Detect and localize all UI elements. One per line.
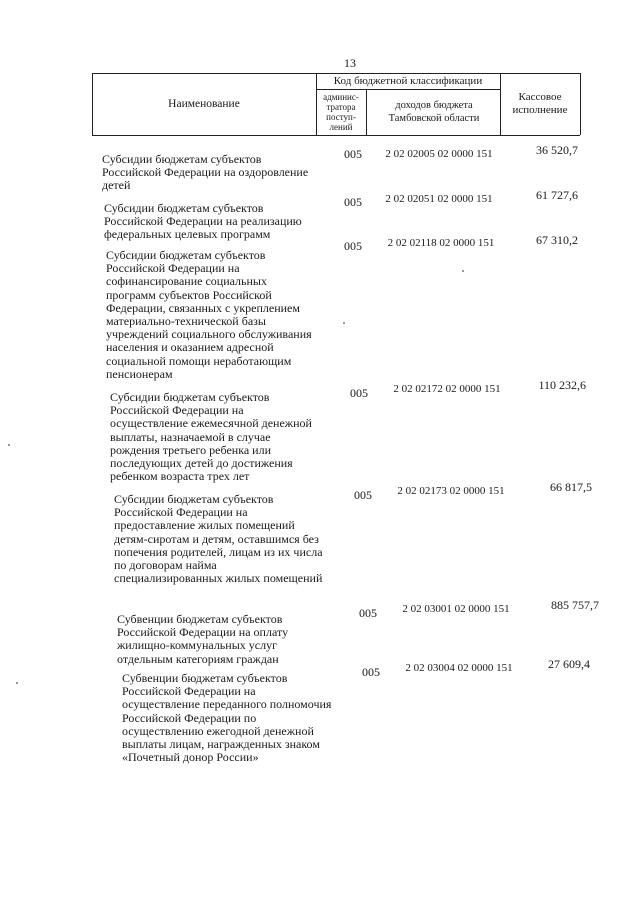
header-name: Наименование [168, 97, 240, 110]
row-amount: 27 609,4 [548, 657, 590, 671]
row-name: Субсидии бюджетам субъектов Российской Федерации на софинансирование социальных программ субъектов Российской Федерации, связанных с укреплением материально-технической базы учреждений социального обслуживания населения и оказанием адресной социальной помощи неработающим пенсионерам [106, 248, 312, 381]
row-admin-code: 005 [344, 195, 362, 209]
row-amount: 110 232,6 [538, 378, 586, 392]
header-income: доходов бюджета Тамбовской области [388, 100, 480, 124]
row-admin-code: 005 [354, 488, 372, 502]
row-admin-code: 005 [344, 147, 362, 161]
header-right-border [580, 73, 581, 135]
row-name: Субсидии бюджетам субъектов Российской Федерации на оздоровление детей [102, 152, 309, 193]
row-admin-code: 005 [359, 606, 377, 620]
table-header [92, 73, 580, 135]
row-name: Субсидии бюджетам субъектов Российской Федерации на осуществление ежемесячной денежной выплаты, назначаемой в случае рождения третьего ребенка или последующих детей до достижения ребенком возраста трех лет [110, 390, 312, 484]
row-name: Субвенции бюджетам субъектов Российской Федерации на оплату жилищно-коммунальных услуг отдельным категориям граждан [117, 612, 289, 666]
row-amount: 61 727,6 [536, 188, 578, 202]
header-admin: админис-тратора поступ-лений [323, 92, 359, 132]
row-name: Субвенции бюджетам субъектов Российской Федерации на осуществление переданного полномочия Российской Федерации по осуществлению ежегодной денежной выплаты лицам, награжденных знаком «Почетный донор России» [122, 671, 332, 765]
header-code-group: Код бюджетной классификации [333, 74, 483, 87]
row-amount: 66 817,5 [550, 480, 592, 494]
row-income-code: 2 02 03004 02 0000 151 [405, 662, 513, 674]
row-amount: 67 310,2 [536, 233, 578, 247]
scan-speck [462, 270, 464, 272]
scan-speck [16, 682, 18, 684]
row-name: Субсидии бюджетам субъектов Российской Федерации на реализацию федеральных целевых программ [104, 201, 302, 242]
row-admin-code: 005 [350, 386, 368, 400]
row-name: Субсидии бюджетам субъектов Российской Федерации на предоставление жилых помещений детям-сиротам и детям, оставшимся без попечения родителей, лицам из их числа по договорам найма специализированных жилых помещений [114, 492, 323, 586]
scan-speck [343, 322, 345, 324]
row-admin-code: 005 [362, 665, 380, 679]
scan-speck [8, 444, 10, 446]
row-income-code: 2 02 02173 02 0000 151 [397, 485, 505, 497]
header-divider-admin [366, 89, 367, 135]
row-amount: 36 520,7 [536, 143, 578, 157]
row-income-code: 2 02 02005 02 0000 151 [385, 148, 493, 160]
page-number: 13 [344, 56, 356, 70]
row-admin-code: 005 [344, 239, 362, 253]
row-income-code: 2 02 02118 02 0000 151 [387, 237, 495, 249]
row-income-code: 2 02 03001 02 0000 151 [402, 603, 510, 615]
row-income-code: 2 02 02051 02 0000 151 [385, 193, 493, 205]
row-income-code: 2 02 02172 02 0000 151 [393, 383, 501, 395]
header-divider-code [500, 73, 501, 135]
header-divider-group [316, 89, 500, 90]
header-execution: Кассовое исполнение [512, 91, 568, 116]
header-bottom-border [92, 135, 580, 136]
row-amount: 885 757,7 [551, 598, 599, 612]
